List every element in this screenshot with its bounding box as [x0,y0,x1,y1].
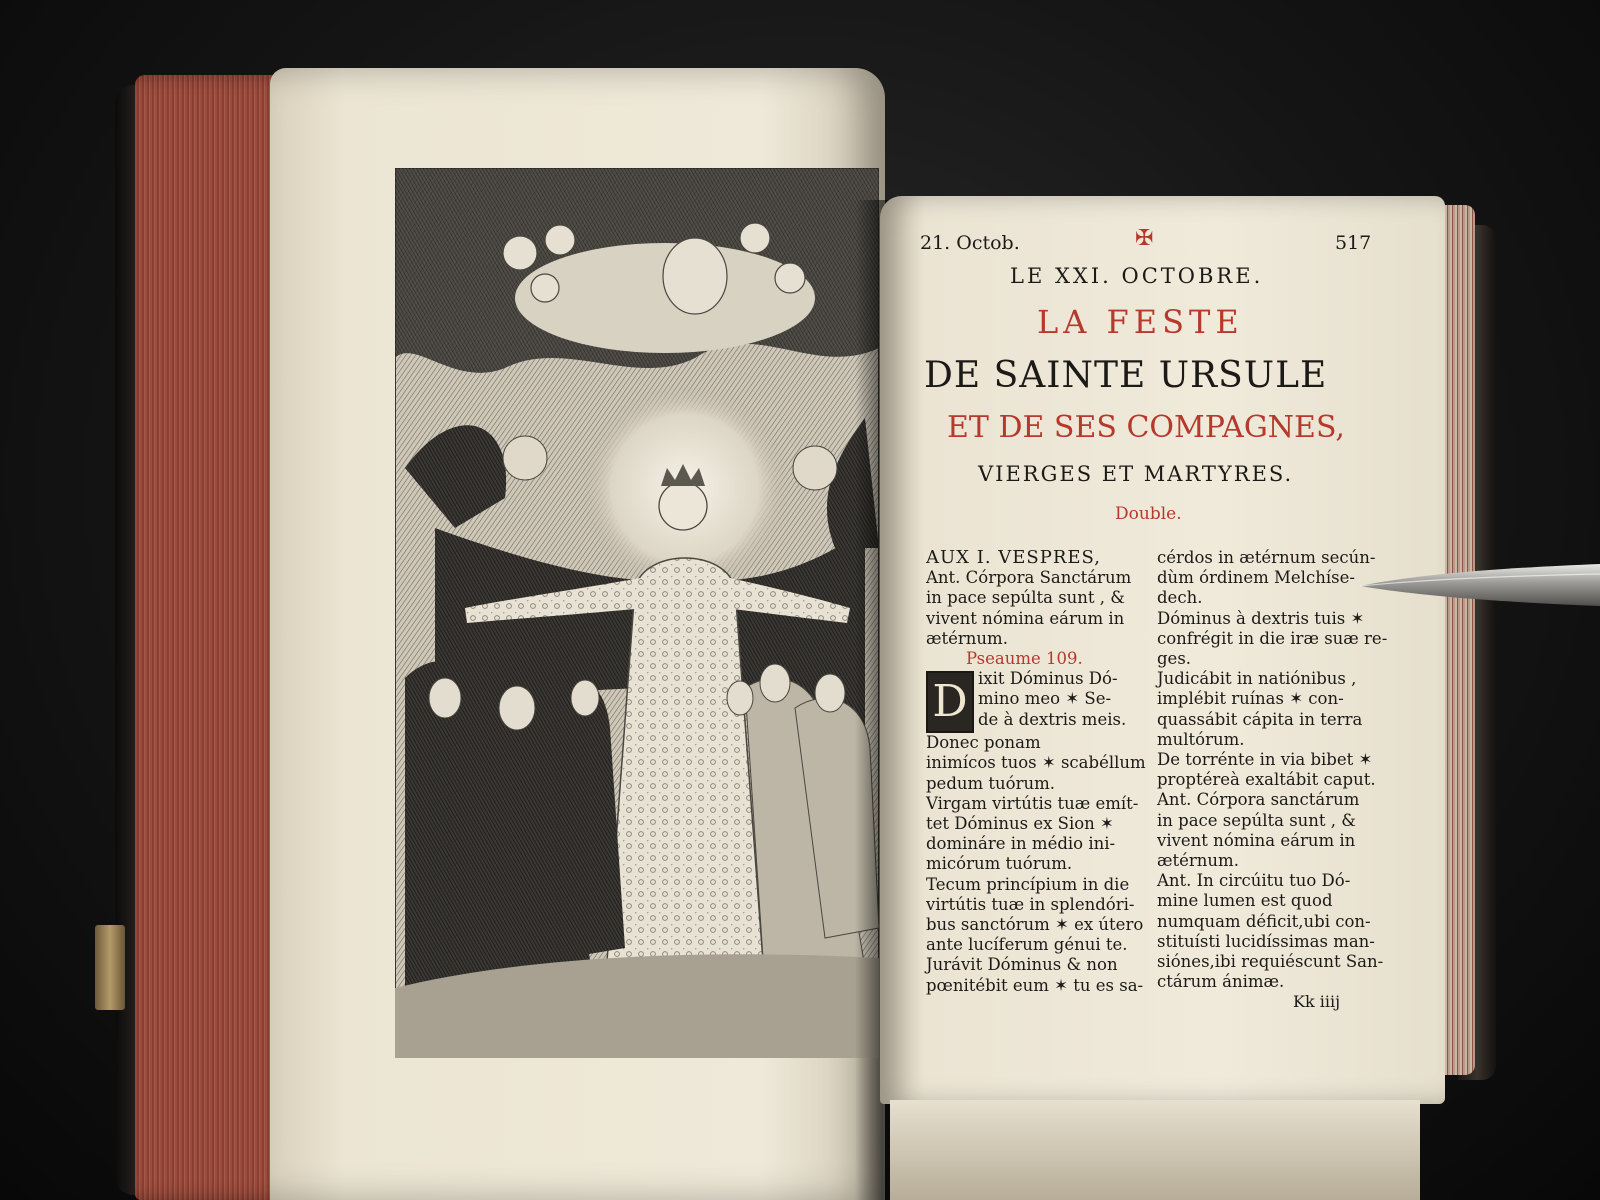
text-line: ctárum ánimæ. [1157,972,1285,992]
text-line: tet Dóminus ex Sion ✶ [926,814,1114,834]
signature-mark: Kk iiij [1293,992,1341,1011]
text-line: Ant. In circúitu tuo Dó- [1157,871,1351,891]
text-line: siónes,ibi requiéscunt San- [1157,952,1384,972]
text-line: mine lumen est quod [1157,891,1333,911]
text-column-left [926,548,1156,996]
text-line: de à dextris meis. [978,709,1127,729]
text-line: in pace sepúlta sunt , & [1157,810,1356,830]
title-line-4: VIERGES ET MARTYRES. [978,462,1294,486]
text-line: quassábit cápita in terra [1157,709,1363,729]
text-line: micórum tuórum. [926,854,1073,874]
text-line: proptéreà exaltábit caput. [1157,770,1376,790]
text-line: vivent nómina eárum in [926,608,1125,628]
text-line: cérdos in ætérnum secún- [1157,548,1376,567]
text-line: Donec ponam [926,733,1041,753]
text-line: domináre in médio ini- [926,834,1116,854]
text-line: ixit Dóminus Dó- [978,669,1118,689]
text-line: Ant. Córpora sanctárum [1157,790,1360,810]
text-line: virtútis tuæ in splendóri- [926,894,1135,914]
text-line: implébit ruínas ✶ con- [1157,689,1344,709]
text-line: Dóminus à dextris tuis ✶ [1157,608,1365,628]
text-line: bus sanctórum ✶ ex útero [926,915,1144,935]
cross-ornament-icon: ✠ [1135,226,1154,251]
running-head-date: 21. Octob. [920,232,1020,254]
text-line: in pace sepúlta sunt , & [926,588,1125,608]
text-line: pœnitébit eum ✶ tu es sa- [926,975,1144,995]
text-line: ætérnum. [926,628,1008,648]
metal-pointer [1360,556,1600,616]
text-line: Tecum princípium in die [926,874,1130,894]
brass-clasp [95,925,125,1010]
text-line: ante lucíferum génui te. [926,935,1128,955]
text-column-right [1157,548,1388,992]
text-line: confrégit in die iræ suæ re- [1157,628,1388,648]
text-line: multórum. [1157,729,1245,749]
title-line-2: DE SAINTE URSULE [924,355,1328,396]
title-line-1: LA FESTE [1037,303,1244,341]
text-line: dùm órdinem Melchíse- [1157,568,1355,588]
text-line: mino meo ✶ Se- [978,689,1112,709]
page-number: 517 [1335,232,1372,254]
text-line: pedum tuórum. [926,773,1056,793]
text-line: Ant. Córpora Sanctárum [926,568,1132,588]
psalm-heading: Pseaume 109. [966,649,1083,669]
title-line-3: ET DE SES COMPAGNES, [947,410,1345,445]
page-block-bottom [890,1100,1420,1200]
feast-date-line: LE XXI. OCTOBRE. [1010,264,1264,288]
feast-rank: Double. [1115,504,1182,524]
text-line: numquam déficit,ubi con- [1157,911,1371,931]
text-line: ges. [1157,649,1192,669]
text-line: vivent nómina eárum in [1157,830,1356,850]
text-line: De torrénte in via bibet ✶ [1157,750,1373,770]
text-line: Judicábit in natiónibus , [1157,669,1357,689]
text-line: Virgam virtútis tuæ emít- [926,793,1139,813]
text-line: dech. [1157,588,1203,608]
text-line: inimícos tuos ✶ scabéllum [926,753,1146,773]
text-line: Jurávit Dóminus & non [926,955,1118,975]
engraving-illustration [395,168,879,1058]
decorated-initial: D [926,671,974,733]
text-line: ætérnum. [1157,851,1239,871]
text-line: stituísti lucidíssimas man- [1157,931,1375,951]
text-line: AUX I. VESPRES, [926,547,1101,568]
